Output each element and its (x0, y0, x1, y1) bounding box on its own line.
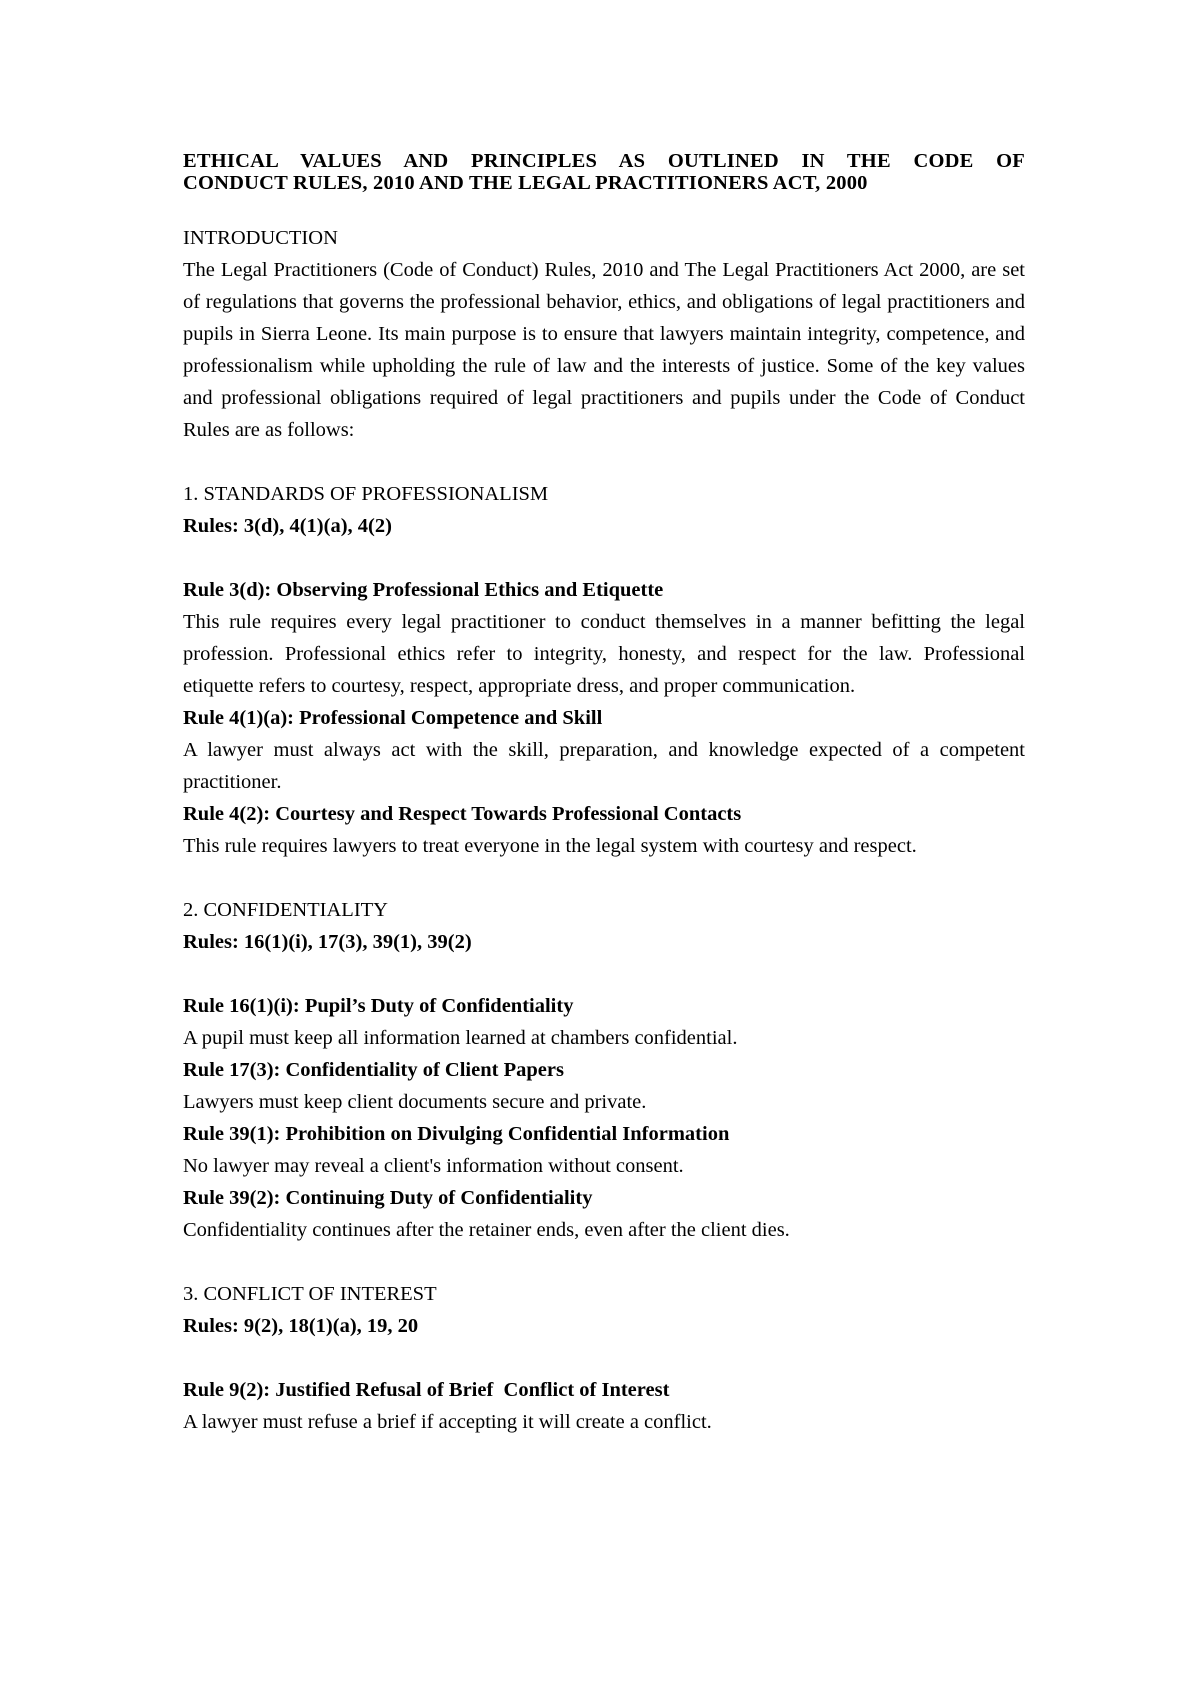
intro-paragraph: The Legal Practitioners (Code of Conduct) Rules, 2010 and The Legal Practitioners Act 2000, are set of regulations that governs the professional behavior, ethics, and obligations of legal practitioners and pupils in Sierra Leone. Its main purpose is to ensure that lawyers maintain integrity, competence, and professionalism while upholding the rule of law and the interests of justice. Some of the key values and professional obligations required of legal practitioners and pupils under the Code of Conduct Rules are as follows: (183, 259, 1025, 441)
rule-title: Rule 3(d): Observing Professional Ethics and Etiquette (183, 579, 664, 601)
section-heading: 1. STANDARDS OF PROFESSIONALISM (183, 483, 549, 505)
rule-text: A lawyer must refuse a brief if accepting it will create a conflict. (183, 1411, 712, 1433)
rule-text: This rule requires every legal practitioner to conduct themselves in a manner befitting the legal profession. Professional ethics refer to integrity, honesty, and respect for the law. Professional etiquette refers to courtesy, respect, appropriate dress, and proper communication. (183, 611, 1025, 697)
rule-title: Rule 9(2): Justified Refusal of Brief Conflict of Interest (183, 1379, 670, 1401)
rule-title: Rule 16(1)(i): Pupil’s Duty of Confidentiality (183, 995, 574, 1017)
rule-text: A lawyer must always act with the skill, preparation, and knowledge expected of a competent practitioner. (183, 739, 1025, 793)
rule-title: Rule 17(3): Confidentiality of Client Papers (183, 1059, 564, 1081)
section-rules: Rules: 3(d), 4(1)(a), 4(2) (183, 515, 392, 537)
section-rules: Rules: 16(1)(i), 17(3), 39(1), 39(2) (183, 931, 472, 953)
section-professionalism (183, 478, 1025, 862)
rule-text: A pupil must keep all information learned at chambers confidential. (183, 1027, 738, 1049)
rule-text: Lawyers must keep client documents secure and private. (183, 1091, 647, 1113)
intro-heading: INTRODUCTION (183, 227, 338, 249)
rule-title: Rule 39(1): Prohibition on Divulging Confidential Information (183, 1123, 730, 1145)
rule-title: Rule 39(2): Continuing Duty of Confidentiality (183, 1187, 593, 1209)
document-title-line-2: CONDUCT RULES, 2010 AND THE LEGAL PRACTITIONERS ACT, 2000 (183, 172, 868, 194)
rule-title: Rule 4(1)(a): Professional Competence and Skill (183, 707, 603, 729)
section-rules: Rules: 9(2), 18(1)(a), 19, 20 (183, 1315, 419, 1337)
rule-text: Confidentiality continues after the retainer ends, even after the client dies. (183, 1219, 790, 1241)
rule-title: Rule 4(2): Courtesy and Respect Towards Professional Contacts (183, 803, 742, 825)
section-confidentiality (183, 894, 1025, 1246)
section-heading: 3. CONFLICT OF INTEREST (183, 1283, 437, 1305)
document-title-line-1: ETHICAL VALUES AND PRINCIPLES AS OUTLINED IN THE CODE OF (183, 150, 1025, 172)
rule-text: This rule requires lawyers to treat everyone in the legal system with courtesy and respect. (183, 835, 917, 857)
document-page (183, 150, 1025, 1438)
rule-text: No lawyer may reveal a client's information without consent. (183, 1155, 684, 1177)
section-heading: 2. CONFIDENTIALITY (183, 899, 388, 921)
document-title (183, 150, 1025, 194)
section-conflict-of-interest (183, 1278, 1025, 1438)
